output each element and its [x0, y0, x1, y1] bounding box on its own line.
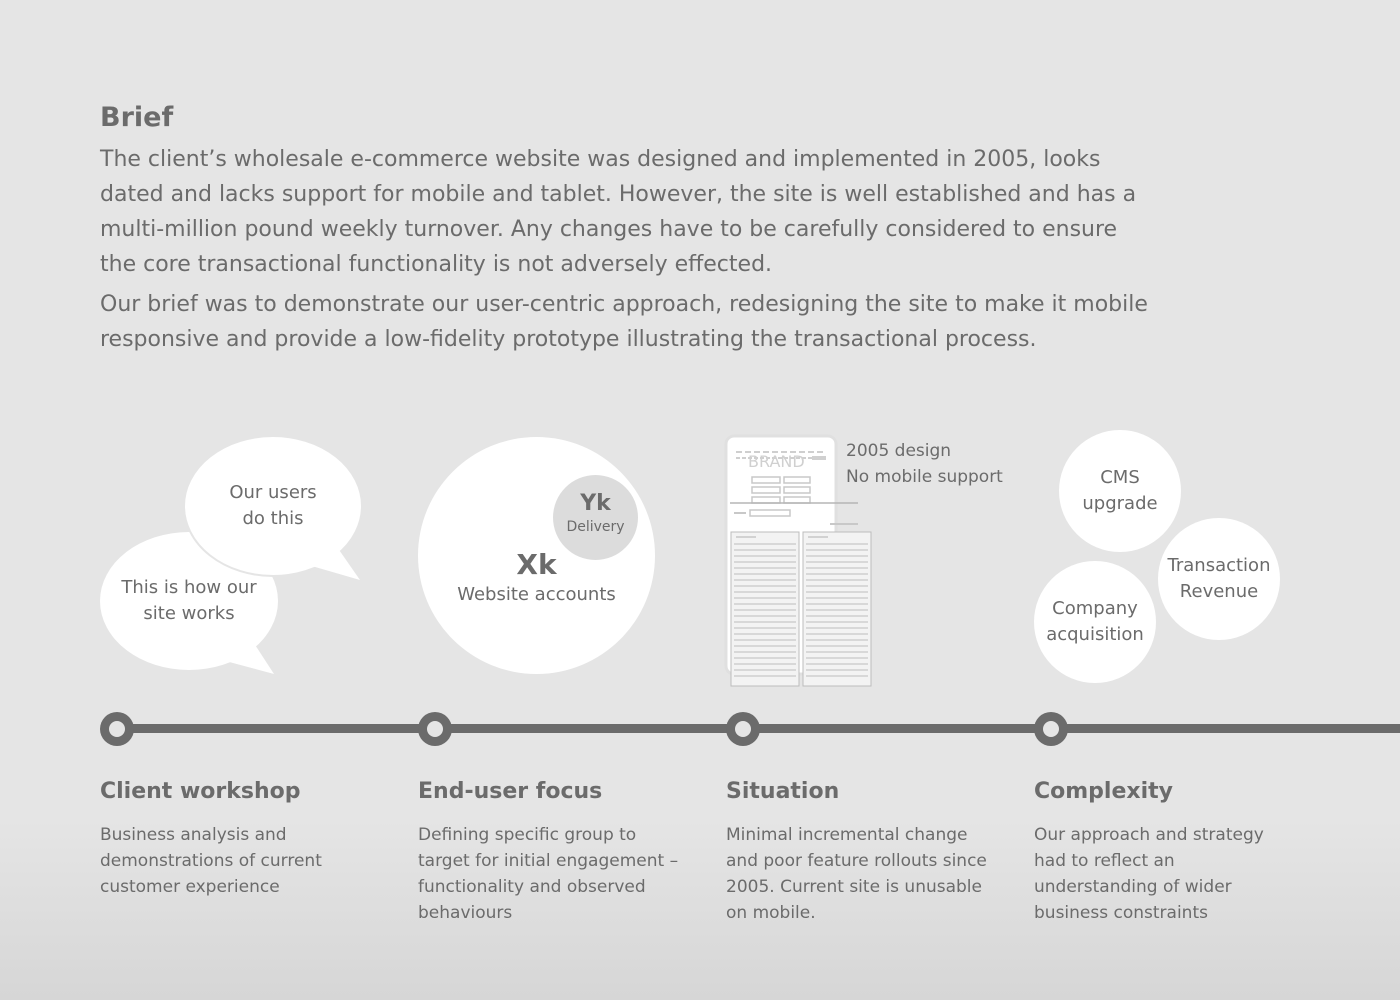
bubble-top-line-2: do this: [242, 508, 304, 529]
step-title: End-user focus: [418, 779, 603, 804]
company-acquisition-circle: [1034, 561, 1156, 683]
timeline-node-4: [1034, 712, 1068, 746]
bubble-top-line-1: Our users: [229, 482, 317, 503]
brief-paragraph-1: The client’s wholesale e-commerce website was designed and implemented in 2005, looks dated and lacks support for mobile and tablet. However, the site is well established and has a multi-million pound weekly turnover. Any changes have to be carefully considered to ensure the core transactional functionality is not adversely effected.: [100, 147, 1137, 277]
step-title: Situation: [726, 779, 840, 804]
timeline-node-2: [418, 712, 452, 746]
step-client-workshop: [100, 776, 390, 900]
step-description: Defining specific group to target for initial engagement – functionality and observed behaviours: [418, 825, 679, 923]
bubble-bottom-text: [110, 575, 268, 627]
brief-section: [100, 100, 1160, 362]
acquisition-line-1: Company: [1052, 598, 1138, 619]
cms-line-2: upgrade: [1082, 493, 1158, 514]
step-situation: [726, 776, 1016, 926]
step-end-user-focus: [418, 776, 708, 926]
brief-heading: Brief: [100, 102, 174, 133]
acquisition-line-2: acquisition: [1046, 624, 1144, 645]
delivery-value-block: [553, 491, 638, 537]
step-description: Our approach and strategy had to reflect an understanding of wider business constraints: [1034, 825, 1264, 923]
transaction-line-2: Revenue: [1179, 581, 1259, 602]
bubble-top-text: [200, 480, 346, 532]
timeline-node-3: [726, 712, 760, 746]
accounts-value: Xk: [516, 548, 557, 581]
delivery-circle: [553, 475, 638, 560]
legacy-site-label-line-2: No mobile support: [846, 467, 1003, 487]
legacy-site-label: [846, 438, 1003, 490]
step-description: Business analysis and demonstrations of current customer experience: [100, 825, 322, 897]
transaction-revenue-circle: [1158, 518, 1280, 640]
brief-paragraph-2: Our brief was to demonstrate our user-centric approach, redesigning the site to make it mobile responsive and provide a low-fidelity prototype illustrating the transactional process.: [100, 292, 1148, 352]
bubble-bottom-line-1: This is how our: [121, 577, 257, 598]
legacy-site-label-line-1: 2005 design: [846, 441, 952, 461]
delivery-label: Delivery: [566, 519, 625, 535]
step-complexity: [1034, 776, 1324, 926]
step-title: Client workshop: [100, 779, 301, 804]
step-description: Minimal incremental change and poor feature rollouts since 2005. Current site is unusable on mobile.: [726, 825, 987, 923]
delivery-value: Yk: [580, 491, 611, 516]
cms-upgrade-circle: [1059, 430, 1181, 552]
bubble-bottom-line-2: site works: [143, 603, 235, 624]
transaction-line-1: Transaction: [1167, 555, 1271, 576]
timeline-node-1: [100, 712, 134, 746]
step-title: Complexity: [1034, 779, 1173, 804]
accounts-label: Website accounts: [457, 584, 616, 605]
accounts-circle: [418, 437, 655, 674]
brand-text: BRAND: [748, 452, 805, 471]
speech-bubbles-icon: [98, 434, 368, 679]
accounts-value-block: [418, 549, 655, 609]
cms-line-1: CMS: [1100, 467, 1140, 488]
